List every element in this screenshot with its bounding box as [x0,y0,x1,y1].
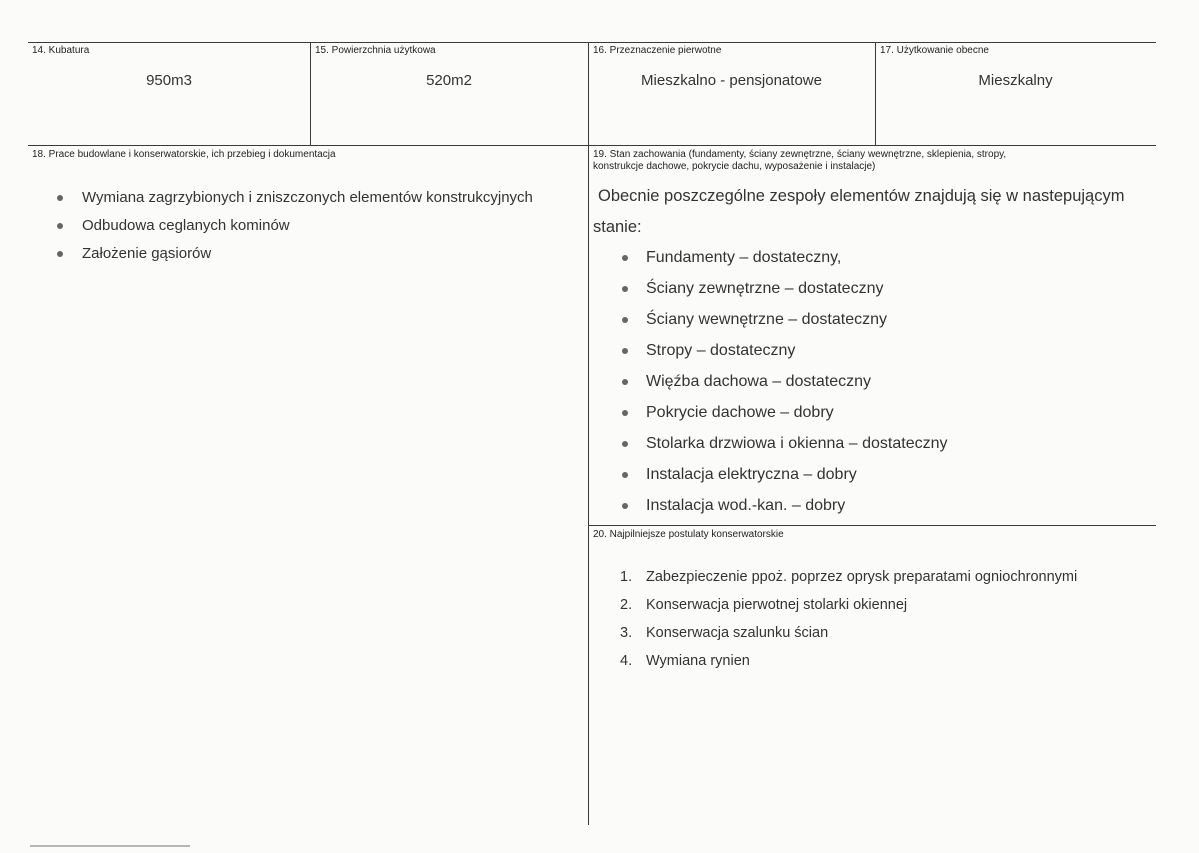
item-number: 1. [620,569,633,585]
col-divider-1 [310,42,311,145]
list-item: Instalacja wod.-kan. – dobry [618,490,948,521]
field-17-label: 17. Użytkowanie obecne [880,45,989,56]
item-number: 3. [620,625,633,641]
item-text: Zabezpieczenie ppoż. poprzez oprysk preparatami ogniochronnymi [646,569,1078,585]
list-item [620,591,1077,619]
item-text: Konserwacja szalunku ścian [646,625,829,641]
row-divider [28,145,1156,146]
list-item: Stropy – dostateczny [618,335,948,366]
field-15-value: 520m2 [426,72,472,89]
section-19-label-line2: konstrukcje dachowe, pokrycie dachu, wyposażenie i instalacje) [593,161,876,172]
list-item: Pokrycie dachowe – dobry [618,397,948,428]
list-item [620,563,1077,591]
item-number: 2. [620,597,633,613]
section-19-intro-line1: Obecnie poszczególne zespoły elementów znajdują się w nastepującym [598,187,1125,205]
list-item [620,647,1077,675]
top-border [28,42,1156,43]
section-18-label: 18. Prace budowlane i konserwatorskie, ich przebieg i dokumentacja [32,149,336,160]
field-17-value: Mieszkalny [978,72,1053,89]
col-divider-main [588,42,589,825]
list-item: Ściany zewnętrzne – dostateczny [618,273,948,304]
scan-edge-mark [30,845,190,847]
field-16-label: 16. Przeznaczenie pierwotne [593,45,722,56]
section-19-label-line1: 19. Stan zachowania (fundamenty, ściany zewnętrzne, ściany wewnętrzne, sklepienia, stropy, [593,149,1007,160]
list-item: Odbudowa ceglanych kominów [54,212,533,240]
section-20-list [620,563,1077,675]
item-number: 4. [620,653,633,669]
list-item: Więźba dachowa – dostateczny [618,366,948,397]
field-14-label: 14. Kubatura [32,45,90,56]
col-divider-3 [875,42,876,145]
list-item: Instalacja elektryczna – dobry [618,459,948,490]
item-text: Konserwacja pierwotnej stolarki okiennej [646,597,908,613]
field-16-value: Mieszkalno - pensjonatowe [641,72,822,89]
item-text: Wymiana rynien [646,653,750,669]
section-19-list [618,242,948,521]
list-item: Ściany wewnętrzne – dostateczny [618,304,948,335]
list-item: Fundamenty – dostateczny, [618,242,948,273]
field-14-value: 950m3 [146,72,192,89]
list-item: Założenie gąsiorów [54,240,533,268]
field-15-label: 15. Powierzchnia użytkowa [315,45,436,56]
section-19-intro-line2: stanie: [593,218,642,236]
list-item: Wymiana zagrzybionych i zniszczonych elementów konstrukcyjnych [54,184,533,212]
list-item [620,619,1077,647]
section-18-list [54,184,533,268]
section-20-label: 20. Najpilniejsze postulaty konserwatorskie [593,529,784,540]
list-item: Stolarka drzwiowa i okienna – dostateczny [618,428,948,459]
section-20-divider [588,525,1156,526]
